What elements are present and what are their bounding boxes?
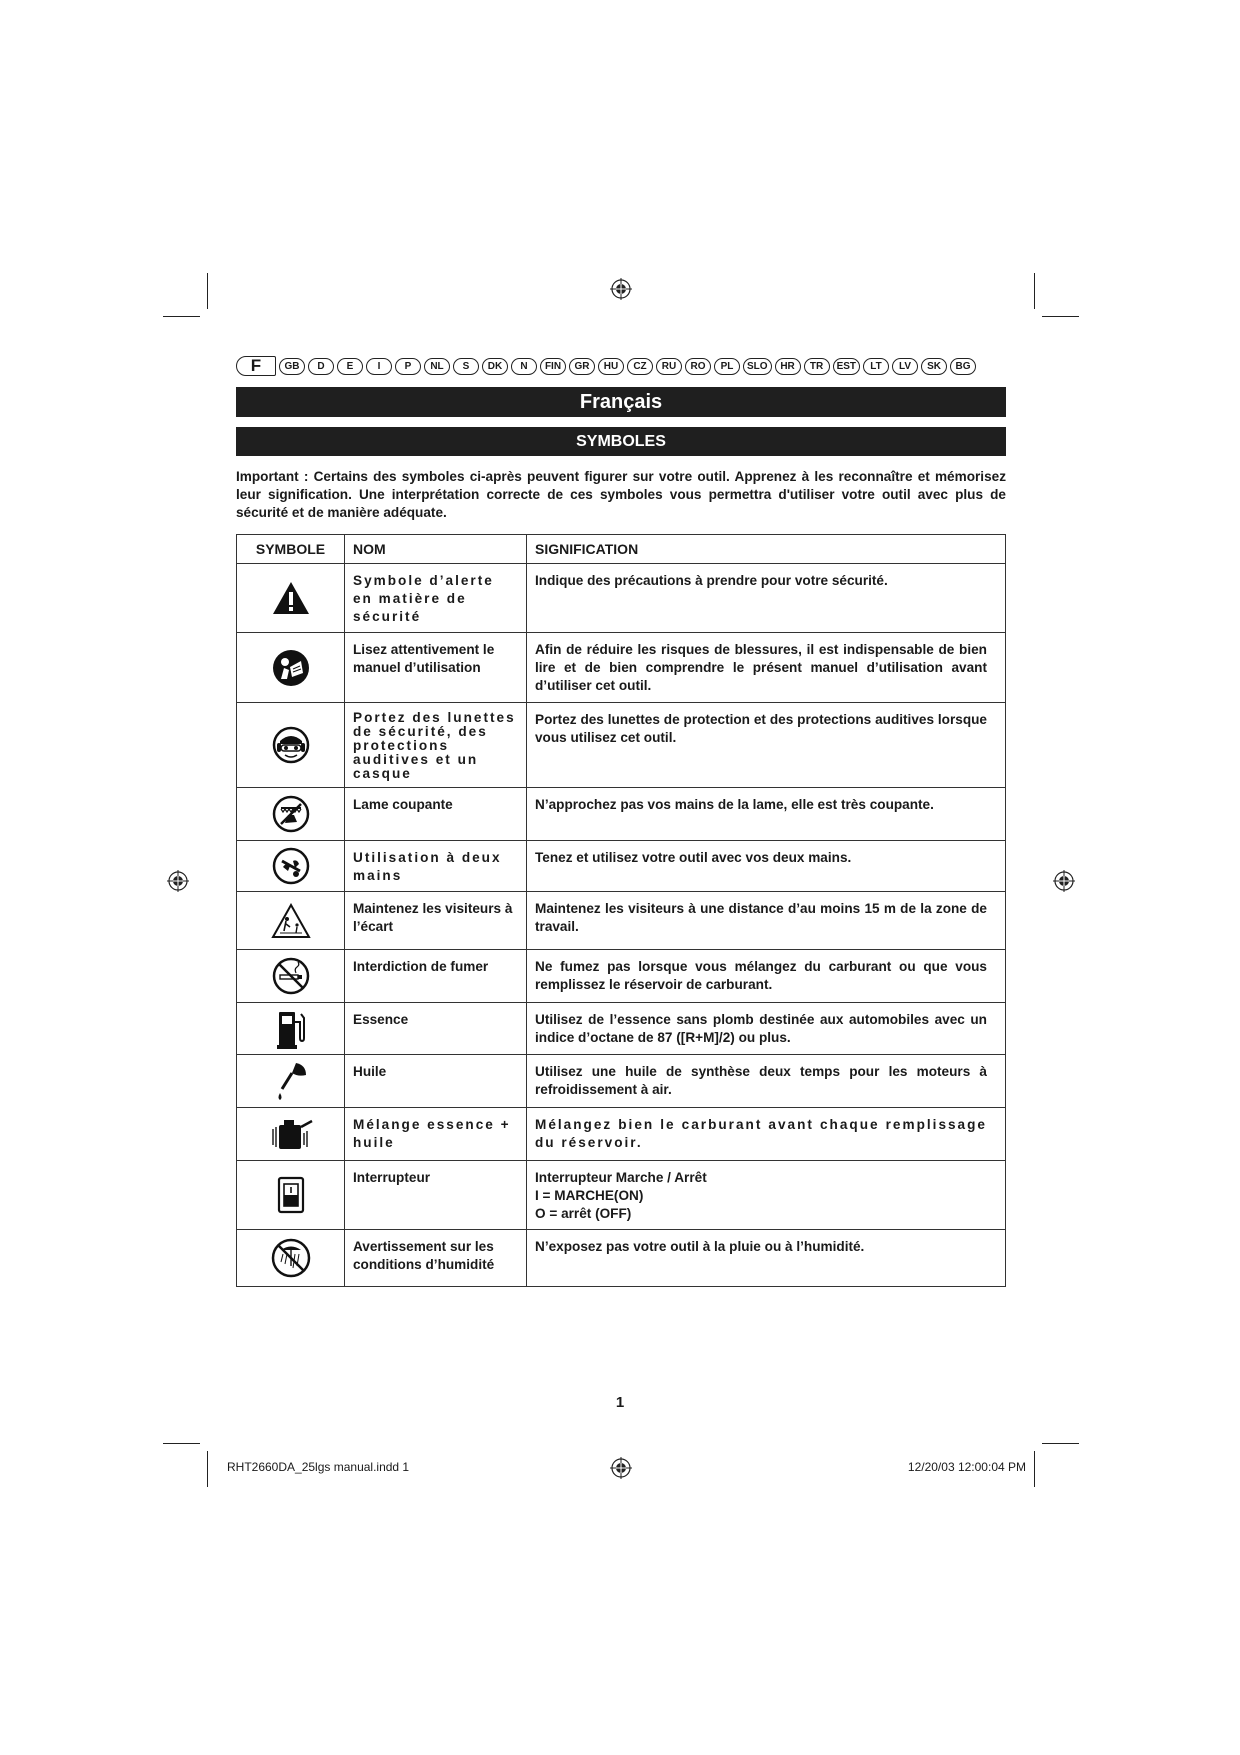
table-row [237,564,1006,633]
no-smoking-icon [272,957,310,995]
sharp-blade-icon [272,795,310,833]
fuel-mix-icon [266,1115,316,1153]
keep-bystanders-away-icon [271,903,311,939]
symbol-meaning: Ne fumez pas lorsque vous mélangez du carburant ou que vous remplissez le réservoir de carburant. [527,950,1006,1003]
table-row [237,788,1006,841]
symbol-meaning: N’exposez pas votre outil à la pluie ou à l’humidité. [527,1230,1006,1287]
language-tab: GB [279,358,305,375]
symbol-name: Huile [345,1055,527,1108]
table-row [237,1230,1006,1287]
crop-mark [1034,273,1035,309]
language-tab: LT [863,358,889,375]
symbol-meaning [527,1161,1006,1230]
symbol-name: Portez des lunettes de sécurité, des protections auditives et un casque [345,703,527,788]
table-row [237,892,1006,950]
symbol-name: Mélange essence + huile [345,1108,527,1161]
symbol-name: Interdiction de fumer [345,950,527,1003]
eye-ear-head-protection-icon [272,726,310,764]
fuel-pump-icon [275,1008,307,1050]
column-header-symbol: SYMBOLE [237,535,345,564]
table-row [237,703,1006,788]
language-tab: RO [685,358,711,375]
symbol-meaning: N’approchez pas vos mains de la lame, elle est très coupante. [527,788,1006,841]
symbol-name: Utilisation à deux mains [345,841,527,892]
table-row [237,1108,1006,1161]
language-tab: S [453,358,479,375]
language-tab: EST [833,358,860,375]
intro-paragraph: Important : Certains des symboles ci-après peuvent figurer sur votre outil. Apprenez à les reconnaître et mémorisez leur signification. Une interprétation correcte de ces symboles vous permettra d'utiliser votre outil avec plus de sécurité et de manière adéquate. [236,469,1006,520]
table-row [237,1161,1006,1230]
table-row [237,841,1006,892]
no-rain-icon [271,1238,311,1278]
footer-filename: RHT2660DA_25lgs manual.indd 1 [227,1460,410,1474]
symbol-meaning: Utilisez de l’essence sans plomb destinée aux automobiles avec un indice d’octane de 87 ([R+M]/2) ou plus. [527,1003,1006,1055]
page-number: 1 [615,1394,625,1411]
symbol-name: Symbole d’alerte en matière de sécurité [345,564,527,633]
symbol-meaning: Indique des précautions à prendre pour votre sécurité. [527,564,1006,633]
meaning-line: I = MARCHE(ON) [535,1188,644,1203]
table-row [237,633,1006,703]
section-heading: SYMBOLES [236,427,1006,456]
symbol-name: Lame coupante [345,788,527,841]
crop-mark [1042,1443,1079,1444]
language-tab: E [337,358,363,375]
symbol-meaning: Afin de réduire les risques de blessures, il est indispensable de bien lire et de bien comprendre le présent manuel d’utilisation avant d’utiliser cet outil. [527,633,1006,703]
language-tab: CZ [627,358,653,375]
table-row [237,1003,1006,1055]
language-tab: I [366,358,392,375]
table-row [237,950,1006,1003]
table-row [237,1055,1006,1108]
registration-mark-icon [610,278,632,300]
crop-mark [207,273,208,309]
symbol-meaning: Utilisez une huile de synthèse deux temps pour les moteurs à refroidissement à air. [527,1055,1006,1108]
symbol-meaning: Portez des lunettes de protection et des protections auditives lorsque vous utilisez cet outil. [527,703,1006,788]
language-tab: HR [775,358,801,375]
column-header-meaning: SIGNIFICATION [527,535,1006,564]
language-tab: PL [714,358,740,375]
crop-mark [207,1451,208,1487]
language-tab: TR [804,358,830,375]
on-off-switch-icon [276,1175,306,1215]
symbol-name: Essence [345,1003,527,1055]
language-tab: FIN [540,358,566,375]
language-tab: LV [892,358,918,375]
symbols-table [236,534,1006,1287]
language-tab: RU [656,358,682,375]
safety-alert-icon [271,580,311,616]
language-tab: BG [950,358,976,375]
language-tab: SK [921,358,947,375]
column-header-name: NOM [345,535,527,564]
language-tab: NL [424,358,450,375]
symbol-meaning: Maintenez les visiteurs à une distance d’au moins 15 m de la zone de travail. [527,892,1006,950]
crop-mark [163,1443,200,1444]
two-hands-icon [272,847,310,885]
table-header-row [237,535,1006,564]
language-tab: P [395,358,421,375]
symbol-meaning: Tenez et utilisez votre outil avec vos deux mains. [527,841,1006,892]
meaning-line: O = arrêt (OFF) [535,1206,632,1221]
symbol-name: Lisez attentivement le manuel d’utilisation [345,633,527,703]
language-tab-active: F [236,356,276,376]
registration-mark-icon [167,870,189,892]
registration-mark-icon [1053,870,1075,892]
symbol-name: Avertissement sur les conditions d’humidité [345,1230,527,1287]
crop-mark [1042,316,1079,317]
language-tab: N [511,358,537,375]
symbol-name: Interrupteur [345,1161,527,1230]
read-manual-icon [272,649,310,687]
page-title: Français [236,387,1006,417]
oil-can-icon [272,1059,310,1103]
language-tabs [236,356,1006,376]
registration-mark-icon [610,1457,632,1479]
crop-mark [1034,1451,1035,1487]
language-tab: D [308,358,334,375]
language-tab: DK [482,358,508,375]
language-tab: SLO [743,358,772,375]
meaning-line: Interrupteur Marche / Arrêt [535,1170,707,1185]
language-tab: HU [598,358,624,375]
symbol-meaning: Mélangez bien le carburant avant chaque remplissage du réservoir. [527,1108,1006,1161]
footer-timestamp: 12/20/03 12:00:04 PM [907,1460,1026,1474]
crop-mark [163,316,200,317]
language-tab: GR [569,358,595,375]
symbol-name: Maintenez les visiteurs à l’écart [345,892,527,950]
